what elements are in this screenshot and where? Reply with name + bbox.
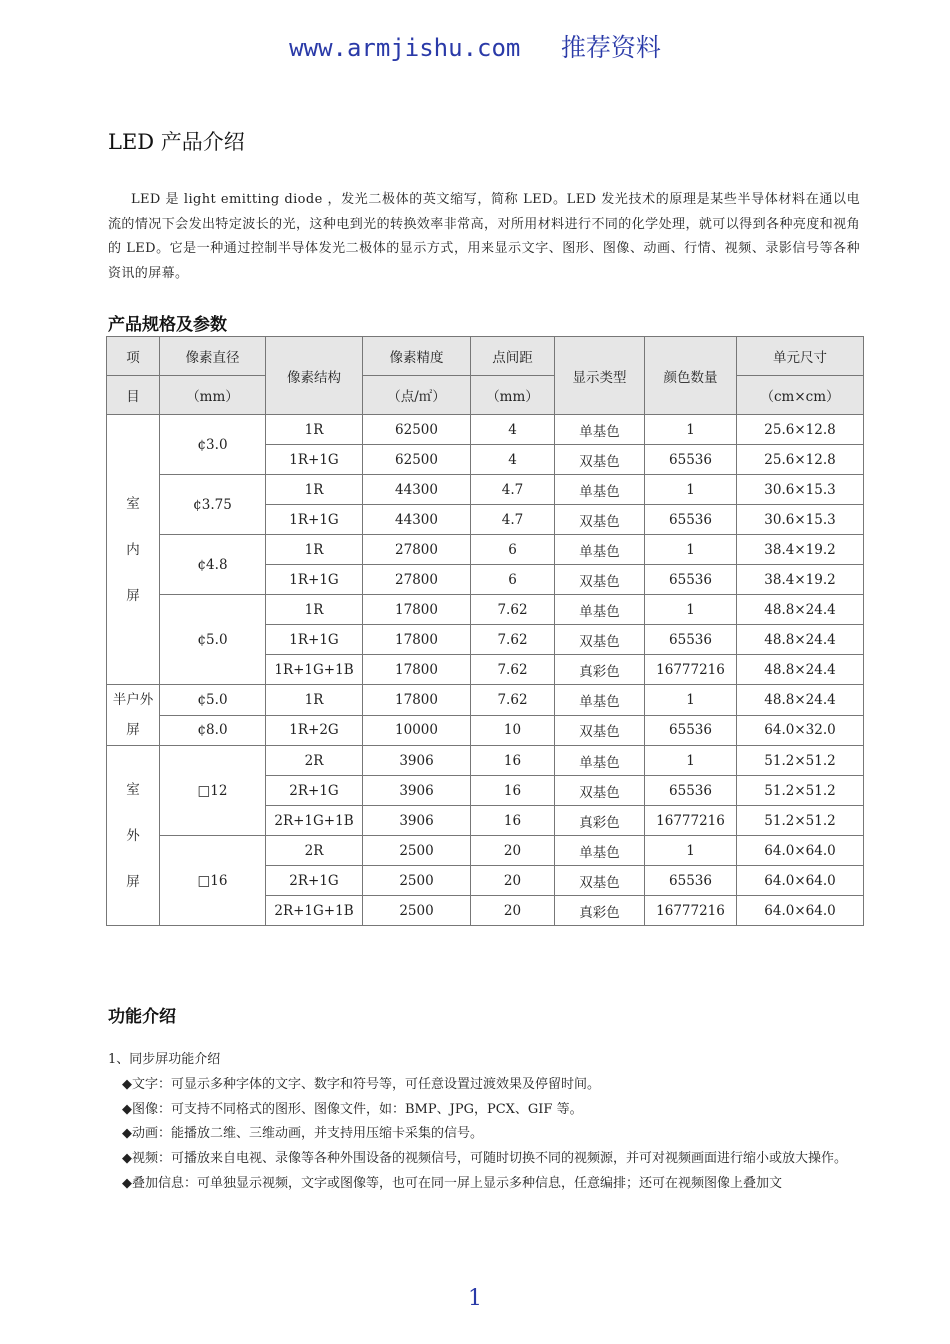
table-row	[107, 535, 864, 565]
group-outdoor-char-3: 屏	[126, 873, 140, 890]
type-cell: 双基色	[555, 565, 645, 595]
table-row	[107, 746, 864, 776]
recommend-label: 推荐资料	[560, 33, 661, 62]
spec-table	[106, 336, 864, 926]
header-unit-size-unit: （cm×cm）	[737, 376, 864, 415]
diameter-cell: □12	[160, 746, 266, 836]
type-cell: 真彩色	[555, 806, 645, 836]
type-cell: 真彩色	[555, 896, 645, 926]
precision-cell: 2500	[363, 836, 471, 866]
pitch-cell: 16	[471, 806, 555, 836]
table-row	[107, 685, 864, 716]
feature-image: ◆图像：可支持不同格式的图形、图像文件，如：BMP、JPG，PCX、GIF 等。	[122, 1101, 583, 1117]
precision-cell: 3906	[363, 806, 471, 836]
group-indoor	[107, 415, 160, 685]
type-cell: 双基色	[555, 505, 645, 535]
pitch-cell: 6	[471, 535, 555, 565]
structure-cell: 1R+1G	[266, 445, 363, 475]
colors-cell: 1	[645, 746, 737, 776]
size-cell: 38.4×19.2	[737, 565, 864, 595]
structure-cell: 2R+1G	[266, 866, 363, 896]
type-cell: 双基色	[555, 715, 645, 746]
structure-cell: 2R	[266, 746, 363, 776]
structure-cell: 1R	[266, 595, 363, 625]
precision-cell: 17800	[363, 625, 471, 655]
group-indoor-char-1: 室	[126, 495, 140, 512]
diameter-cell: □16	[160, 836, 266, 926]
colors-cell: 1	[645, 415, 737, 445]
colors-cell: 16777216	[645, 896, 737, 926]
diameter-cell: ¢3.0	[160, 415, 266, 475]
intro-paragraph: LED 是 light emitting diode ，发光二极体的英文缩写，简称 LED。LED 发光技术的原理是某些半导体材料在通以电流的情况下会发出特定波长的光，这种电到光的转换效率非常高，对所用材料进行不同的化学处理，就可以得到各种亮度和视角的 LED。它是一种通过控制半导体发光二极体的显示方式，用来显示文字、图形、图像、动画、行情、视频、录影信号等各种资讯的屏幕。	[108, 192, 860, 281]
structure-cell: 2R	[266, 836, 363, 866]
table-row	[107, 475, 864, 505]
colors-cell: 65536	[645, 715, 737, 746]
precision-cell: 27800	[363, 535, 471, 565]
structure-cell: 1R+1G	[266, 565, 363, 595]
size-cell: 51.2×51.2	[737, 746, 864, 776]
structure-cell: 1R+1G	[266, 505, 363, 535]
size-cell: 51.2×51.2	[737, 806, 864, 836]
table-row	[107, 715, 864, 746]
table-header-unit-row	[107, 376, 864, 415]
structure-cell: 2R+1G+1B	[266, 896, 363, 926]
structure-cell: 1R	[266, 685, 363, 716]
table-header-row	[107, 337, 864, 376]
pitch-cell: 16	[471, 746, 555, 776]
size-cell: 64.0×64.0	[737, 866, 864, 896]
colors-cell: 65536	[645, 776, 737, 806]
feature-overlay: ◆叠加信息：可单独显示视频，文字或图像等，也可在同一屏上显示多种信息，任意编排；还可在视频图像上叠加文	[122, 1175, 782, 1191]
precision-cell: 62500	[363, 445, 471, 475]
colors-cell: 16777216	[645, 655, 737, 685]
colors-cell: 1	[645, 595, 737, 625]
type-cell: 单基色	[555, 535, 645, 565]
colors-cell: 16777216	[645, 806, 737, 836]
pitch-cell: 4.7	[471, 505, 555, 535]
type-cell: 真彩色	[555, 655, 645, 685]
table-row	[107, 595, 864, 625]
group-semi-outdoor	[107, 685, 160, 746]
size-cell: 64.0×32.0	[737, 715, 864, 746]
precision-cell: 10000	[363, 715, 471, 746]
features-list	[108, 1048, 860, 1197]
type-cell: 双基色	[555, 776, 645, 806]
group-semi-char-1: 半户外	[112, 692, 154, 708]
table-row	[107, 836, 864, 866]
size-cell: 48.8×24.4	[737, 685, 864, 716]
spec-heading: 产品规格及参数	[108, 315, 227, 335]
pitch-cell: 20	[471, 866, 555, 896]
diameter-cell: ¢5.0	[160, 595, 266, 685]
pitch-cell: 16	[471, 776, 555, 806]
type-cell: 单基色	[555, 475, 645, 505]
group-outdoor	[107, 746, 160, 926]
size-cell: 48.8×24.4	[737, 625, 864, 655]
features-heading: 功能介绍	[108, 1007, 176, 1027]
type-cell: 单基色	[555, 415, 645, 445]
type-cell: 双基色	[555, 445, 645, 475]
size-cell: 25.6×12.8	[737, 415, 864, 445]
header-structure: 像素结构	[266, 337, 363, 415]
page-number: 1	[468, 1286, 482, 1311]
page-title: LED 产品介绍	[108, 130, 245, 154]
precision-cell: 62500	[363, 415, 471, 445]
colors-cell: 1	[645, 685, 737, 716]
colors-cell: 65536	[645, 565, 737, 595]
precision-cell: 27800	[363, 565, 471, 595]
type-cell: 双基色	[555, 866, 645, 896]
header-pitch: 点间距	[471, 337, 555, 376]
pitch-cell: 6	[471, 565, 555, 595]
colors-cell: 1	[645, 475, 737, 505]
type-cell: 单基色	[555, 746, 645, 776]
size-cell: 30.6×15.3	[737, 475, 864, 505]
header-color-count: 颜色数量	[645, 337, 737, 415]
size-cell: 48.8×24.4	[737, 655, 864, 685]
precision-cell: 44300	[363, 475, 471, 505]
pitch-cell: 4.7	[471, 475, 555, 505]
precision-cell: 3906	[363, 776, 471, 806]
structure-cell: 2R+1G+1B	[266, 806, 363, 836]
structure-cell: 1R+1G+1B	[266, 655, 363, 685]
structure-cell: 1R	[266, 475, 363, 505]
feature-animation: ◆动画：能播放二维、三维动画，并支持用压缩卡采集的信号。	[122, 1126, 483, 1142]
header-precision: 像素精度	[363, 337, 471, 376]
site-url[interactable]: www.armjishu.com	[289, 34, 521, 62]
diameter-cell: ¢5.0	[160, 685, 266, 716]
feature-section-title: 1、同步屏功能介绍	[108, 1052, 221, 1067]
pitch-cell: 7.62	[471, 625, 555, 655]
pitch-cell: 7.62	[471, 655, 555, 685]
header-unit-size: 单元尺寸	[737, 337, 864, 376]
diameter-cell: ¢3.75	[160, 475, 266, 535]
header-diameter: 像素直径	[160, 337, 266, 376]
colors-cell: 65536	[645, 625, 737, 655]
pitch-cell: 20	[471, 896, 555, 926]
precision-cell: 17800	[363, 655, 471, 685]
table-row	[107, 415, 864, 445]
feature-text: ◆文字：可显示多种字体的文字、数字和符号等，可任意设置过渡效果及停留时间。	[122, 1076, 600, 1092]
colors-cell: 1	[645, 836, 737, 866]
precision-cell: 17800	[363, 595, 471, 625]
type-cell: 单基色	[555, 685, 645, 716]
precision-cell: 2500	[363, 896, 471, 926]
header-precision-unit: （点/㎡）	[363, 376, 471, 415]
colors-cell: 65536	[645, 505, 737, 535]
structure-cell: 1R	[266, 415, 363, 445]
header-pitch-unit: （mm）	[471, 376, 555, 415]
structure-cell: 1R+1G	[266, 625, 363, 655]
precision-cell: 44300	[363, 505, 471, 535]
colors-cell: 1	[645, 535, 737, 565]
precision-cell: 17800	[363, 685, 471, 716]
header-diameter-unit: （mm）	[160, 376, 266, 415]
pitch-cell: 10	[471, 715, 555, 746]
size-cell: 38.4×19.2	[737, 535, 864, 565]
group-indoor-char-2: 内	[126, 541, 140, 558]
pitch-cell: 7.62	[471, 685, 555, 716]
pitch-cell: 7.62	[471, 595, 555, 625]
size-cell: 25.6×12.8	[737, 445, 864, 475]
size-cell: 51.2×51.2	[737, 776, 864, 806]
header-display-type: 显示类型	[555, 337, 645, 415]
group-outdoor-char-2: 外	[126, 827, 140, 844]
colors-cell: 65536	[645, 445, 737, 475]
pitch-cell: 4	[471, 415, 555, 445]
group-outdoor-char-1: 室	[126, 781, 140, 798]
group-semi-char-2: 屏	[126, 722, 140, 738]
structure-cell: 1R	[266, 535, 363, 565]
size-cell: 64.0×64.0	[737, 896, 864, 926]
diameter-cell: ¢8.0	[160, 715, 266, 746]
precision-cell: 2500	[363, 866, 471, 896]
header-item-bottom: 目	[107, 376, 160, 415]
group-indoor-char-3: 屏	[126, 587, 140, 604]
header-item-top: 项	[107, 337, 160, 376]
colors-cell: 65536	[645, 866, 737, 896]
size-cell: 64.0×64.0	[737, 836, 864, 866]
diameter-cell: ¢4.8	[160, 535, 266, 595]
pitch-cell: 4	[471, 445, 555, 475]
structure-cell: 2R+1G	[266, 776, 363, 806]
size-cell: 48.8×24.4	[737, 595, 864, 625]
feature-video: ◆视频：可播放来自电视、录像等各种外围设备的视频信号，可随时切换不同的视频源，并可对视频画面进行缩小或放大操作。	[122, 1151, 847, 1167]
precision-cell: 3906	[363, 746, 471, 776]
type-cell: 单基色	[555, 595, 645, 625]
pitch-cell: 20	[471, 836, 555, 866]
size-cell: 30.6×15.3	[737, 505, 864, 535]
structure-cell: 1R+2G	[266, 715, 363, 746]
type-cell: 单基色	[555, 836, 645, 866]
page-header	[0, 28, 950, 64]
type-cell: 双基色	[555, 625, 645, 655]
